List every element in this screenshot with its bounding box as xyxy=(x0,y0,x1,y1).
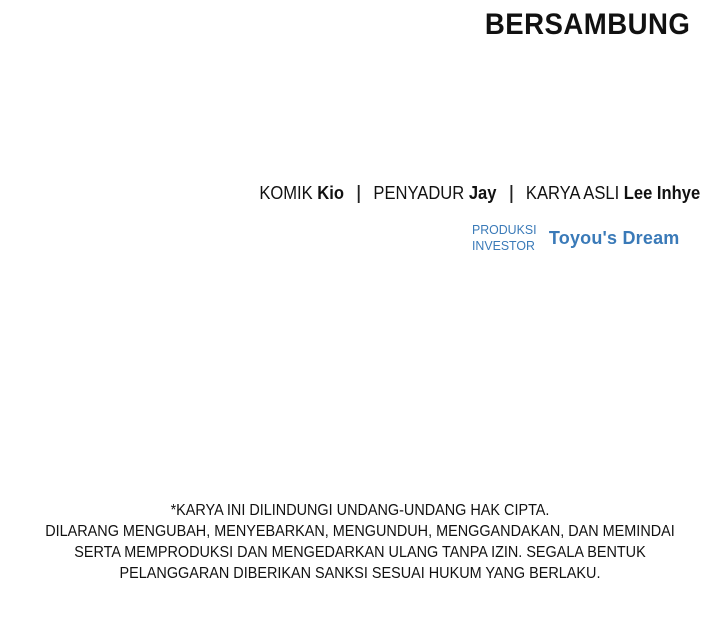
adapter-name: Jay xyxy=(468,183,497,203)
copyright-notice xyxy=(0,500,720,584)
original-work-role-label: KARYA ASLI xyxy=(525,183,620,203)
to-be-continued-title: BERSAMBUNG xyxy=(484,8,690,41)
adapter-role-label: PENYADUR xyxy=(373,183,465,203)
production-label: PRODUKSI xyxy=(472,222,537,237)
copyright-notice-line: PELANGGARAN DIBERIKAN SANKSI SESUAI HUKUM YANG BERLAKU. xyxy=(119,565,601,582)
toyous-dream-logo: Toyou's Dream xyxy=(548,227,680,248)
credits-line xyxy=(259,183,700,204)
credits-divider xyxy=(510,185,512,203)
comic-artist-name: Kio xyxy=(317,183,344,203)
comic-role-label: KOMIK xyxy=(259,183,313,203)
copyright-notice-line: *KARYA INI DILINDUNGI UNDANG-UNDANG HAK CIPTA. xyxy=(170,502,550,519)
copyright-notice-line: SERTA MEMPRODUKSI DAN MENGEDARKAN ULANG TANPA IZIN. SEGALA BENTUK xyxy=(74,544,646,561)
original-author-name: Lee Inhye xyxy=(623,183,700,203)
copyright-notice-line: DILARANG MENGUBAH, MENYEBARKAN, MENGUNDUH, MENGGANDAKAN, DAN MEMINDAI xyxy=(45,523,675,540)
investor-label: INVESTOR xyxy=(472,238,535,253)
credits-divider xyxy=(358,185,360,203)
production-investor-block xyxy=(472,222,679,254)
production-labels xyxy=(472,222,537,254)
